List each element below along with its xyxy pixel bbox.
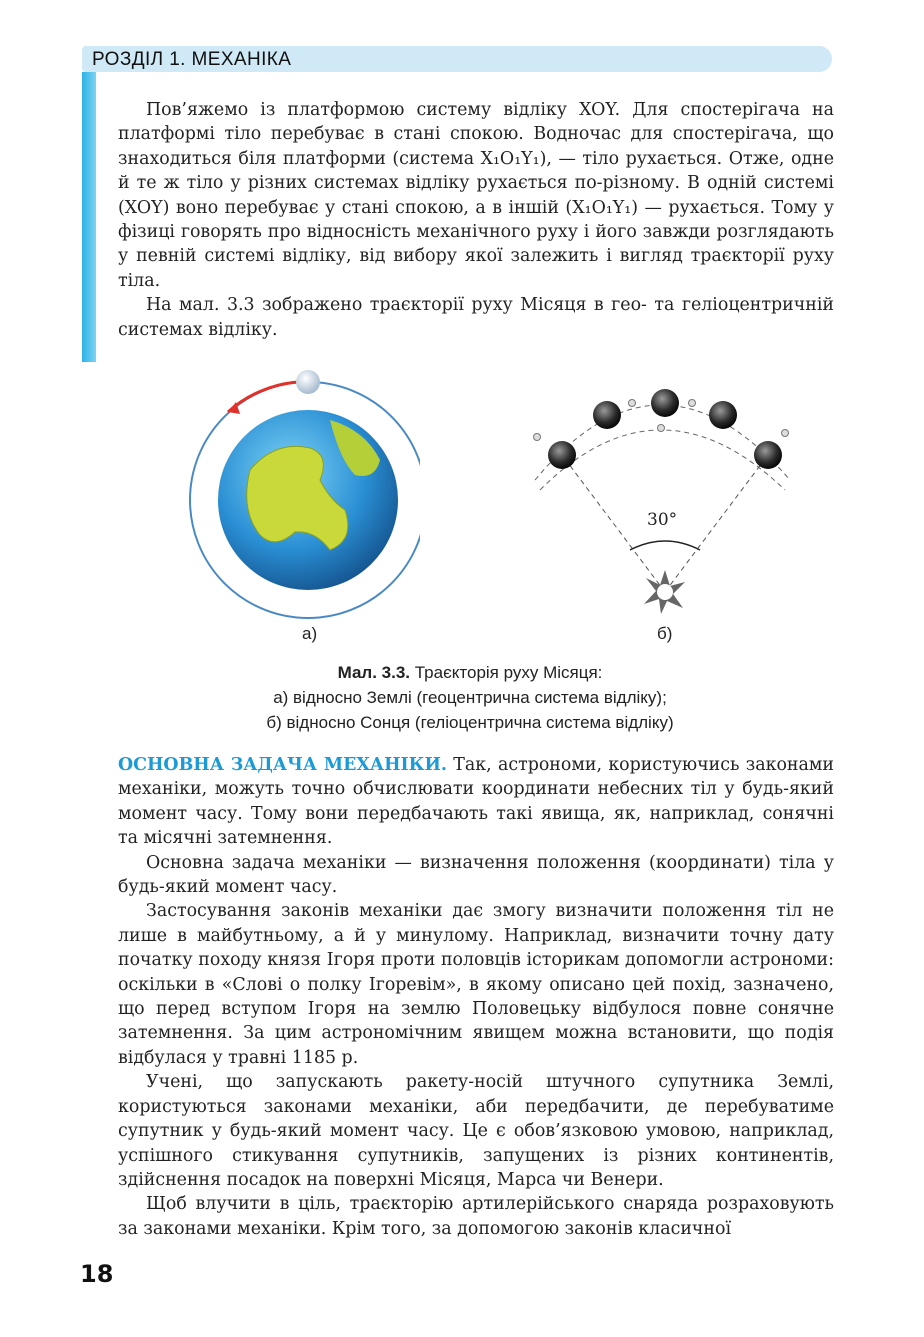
caption-line-b: б) відносно Сонця (геліоцентрична система відліку) xyxy=(266,713,674,732)
moon-position xyxy=(782,430,789,437)
chapter-title: РОЗДІЛ 1. МЕХАНІКА xyxy=(92,49,292,70)
red-orbit-arc xyxy=(228,382,298,412)
sun-icon xyxy=(644,570,685,614)
figure-label-a: а) xyxy=(302,624,318,643)
angle-label: 30° xyxy=(647,510,678,530)
earth-position xyxy=(709,401,737,429)
earth-position xyxy=(754,441,782,469)
paragraph: Основна задача механіки — визначення положення (координати) тіла у будь-який момент часу. xyxy=(118,852,834,898)
moon-position xyxy=(658,425,665,432)
paragraph: Учені, що запускають ракету-носій штучного супутника Землі, користуються законами механіки, аби передбачити, де перебуватиме супутник у будь-який момент часу. Це є обов’язковою умовою, наприклад, успішного стикування супутників, запущених із різних континентів, здійснення посадок на поверхні Місяця, Марса чи Венери. xyxy=(118,1072,834,1190)
moon-position xyxy=(689,400,696,407)
section-lead-paragraph xyxy=(118,753,834,851)
figure-caption xyxy=(170,660,770,735)
earth-position xyxy=(548,441,576,469)
page-number: 18 xyxy=(80,1260,114,1288)
angle-arc xyxy=(630,541,700,550)
intro-text xyxy=(118,98,834,342)
figure-label-b: б) xyxy=(657,624,673,643)
earth-position xyxy=(651,389,679,417)
section-heading: ОСНОВНА ЗАДАЧА МЕХАНІКИ. xyxy=(118,755,447,775)
paragraph: Щоб влучити в ціль, траєкторію артилерійського снаряда розраховують за законами механіки. Крім того, за допомогою законів класичної xyxy=(118,1194,834,1239)
figure-heliocentric xyxy=(520,370,810,620)
moon-position xyxy=(534,434,541,441)
section-text xyxy=(118,753,834,1241)
earth-position xyxy=(593,401,621,429)
caption-line-a: а) відносно Землі (геоцентрична система відліку); xyxy=(273,688,667,707)
caption-number: Мал. 3.3. xyxy=(337,663,411,682)
paragraph: Застосування законів механіки дає змогу визначити положення тіл не лише в майбутньому, а й у минулому. Наприклад, визначити точну дату початку походу князя Ігоря проти половців історикам допомогли астрономи: оскільки в «Слові о полку Ігоревім», в якому описано цей похід, зазначено, що перед вступом Ігоря на землю Половецьку відбулося повне сонячне затемнення. За цим астрономічним явищем можна встановити, що подія відбулася у травні 1185 р. xyxy=(118,901,834,1068)
caption-title: Траєкторія руху Місяця: xyxy=(410,663,603,682)
paragraph: Пов’яжемо із платформою систему відліку XOY. Для спостерігача на платформі тіло перебуває в стані спокою. Водночас для спостерігача, що знаходиться біля платформи (система X₁O₁Y₁), — тіло рухається. Отже, одне й те ж тіло у різних системах відліку рухається по-різному. В одній системі (XOY) воно перебуває у стані спокою, а в іншій (X₁O₁Y₁) — рухається. Тому у фізиці говорять про відносність механічного руху і його завжди розглядають у певній системі відліку, від вибору якої залежить і вигляд траєкторії руху тіла. xyxy=(118,100,834,291)
dashed-ray xyxy=(665,455,768,592)
accent-side-bar xyxy=(82,72,96,362)
section-lead: Так, астрономи, користуючись законами механіки, можуть точно обчислювати координати небесних тіл у будь-який момент часу. Тому вони передбачають такі явища, як, наприклад, сонячні та місячні затемнення. xyxy=(118,755,834,849)
paragraph: На мал. 3.3 зображено траєкторії руху Місяця в гео- та геліоцентричній системах відліку. xyxy=(118,295,834,340)
moon-position xyxy=(629,400,636,407)
moon xyxy=(296,370,320,394)
figure-geocentric xyxy=(180,360,420,630)
